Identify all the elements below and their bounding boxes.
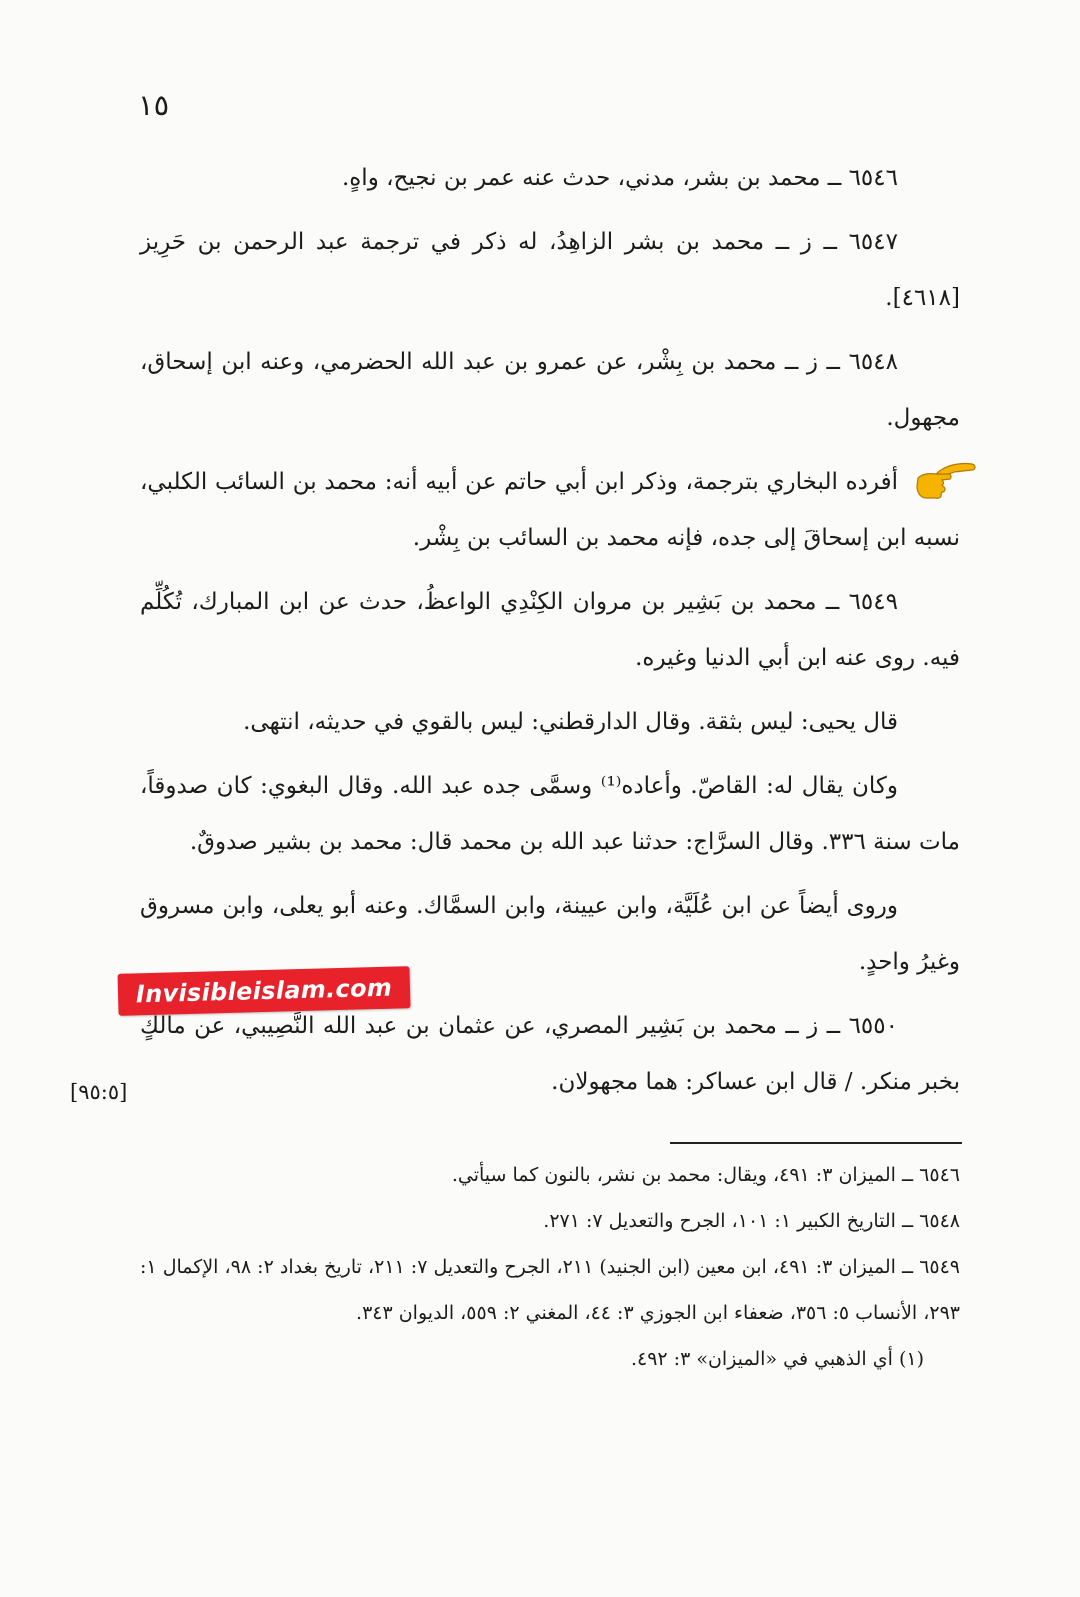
footnotes [140,1152,960,1382]
watermark-text: Invisibleislam.com [135,973,393,1009]
entry-6547: ٦٥٤٧ ــ ز ــ محمد بن بشر الزاهِدُ، له ذكر في ترجمة عبد الرحمن بن حَرِيز [٤٦١٨]. [140,229,960,311]
entry-6546: ٦٥٤٦ ــ محمد بن بشر، مدني، حدث عنه عمر بن نجيح، واهٍ. [341,165,898,191]
quote-yahya: قال يحيى: ليس بثقة. وقال الدارقطني: ليس بالقوي في حديثه، انتهى. [243,709,898,735]
footnote-6549: ٦٥٤٩ ــ الميزان ٣: ٤٩١، ابن معين (ابن الجنيد) ٢١١، الجرح والتعديل ٧: ٢١١، تاريخ بغداد ٢: ٩٨، الإكمال ١: ٢٩٣، الأنساب ٥: ٣٥٦، ضعفاء ابن الجوزي ٣: ٤٤، المغني ٢: ٥٥٩، الديوان ٣٤٣. [140,1256,961,1324]
pointing-hand-icon [914,458,978,502]
entry-6549: ٦٥٤٩ ــ محمد بن بَشِير بن مروان الكِنْدِي الواعظُ، حدث عن ابن المبارك، تُكُلِّم فيه. روى عنه ابن أبي الدنيا وغيره. [140,589,960,671]
paragraph-qass: وكان يقال له: القاصّ. وأعاده⁽¹⁾ وسمَّى جده عبد الله. وقال البغوي: كان صدوقاً، مات سنة ٣٣٦. وقال السرَّاج: حدثنا عبد الله بن محمد قال: محمد بن بشير صدوقٌ. [140,773,960,855]
entry-6550: ٦٥٥٠ ــ ز ــ محمد بن بَشِير المصري، عن عثمان بن عبد الله النَّصِيبي، عن مالكٍ بخبر منكر. / قال ابن عساكر: هما مجهولان. [140,1013,960,1095]
footnote-divider [670,1142,962,1144]
page-number: ١٥ [138,88,170,122]
footnote-6548: ٦٥٤٨ ــ التاريخ الكبير ١: ١٠١، الجرح والتعديل ٧: ٢٧١. [543,1210,960,1232]
watermark-banner [118,966,411,1016]
footnote-6546: ٦٥٤٦ ــ الميزان ٣: ٤٩١، ويقال: محمد بن نشر، بالنون كما سيأتي. [451,1164,960,1186]
paragraph-narrators: وروى أيضاً عن ابن عُلَيَّة، وابن عيينة، وابن السمَّاك. وعنه أبو يعلى، وابن مسروق وغيرُ واحدٍ. [140,893,960,975]
entry-6548: ٦٥٤٨ ــ ز ــ محمد بن بِشْر، عن عمرو بن عبد الله الحضرمي، وعنه ابن إسحاق، مجهول. [140,349,960,431]
comment-paragraph: أفرده البخاري بترجمة، وذكر ابن أبي حاتم عن أبيه أنه: محمد بن السائب الكلبي، نسبه ابن إسحاقَ إلى جده، فإنه محمد بن السائب بن بِشْر. [140,469,960,551]
page-reference: [٩٥:٥] [70,1080,128,1104]
footnote-1: (١) أي الذهبي في «الميزان» ٣: ٤٩٢. [630,1348,924,1370]
comment-row [140,454,960,566]
